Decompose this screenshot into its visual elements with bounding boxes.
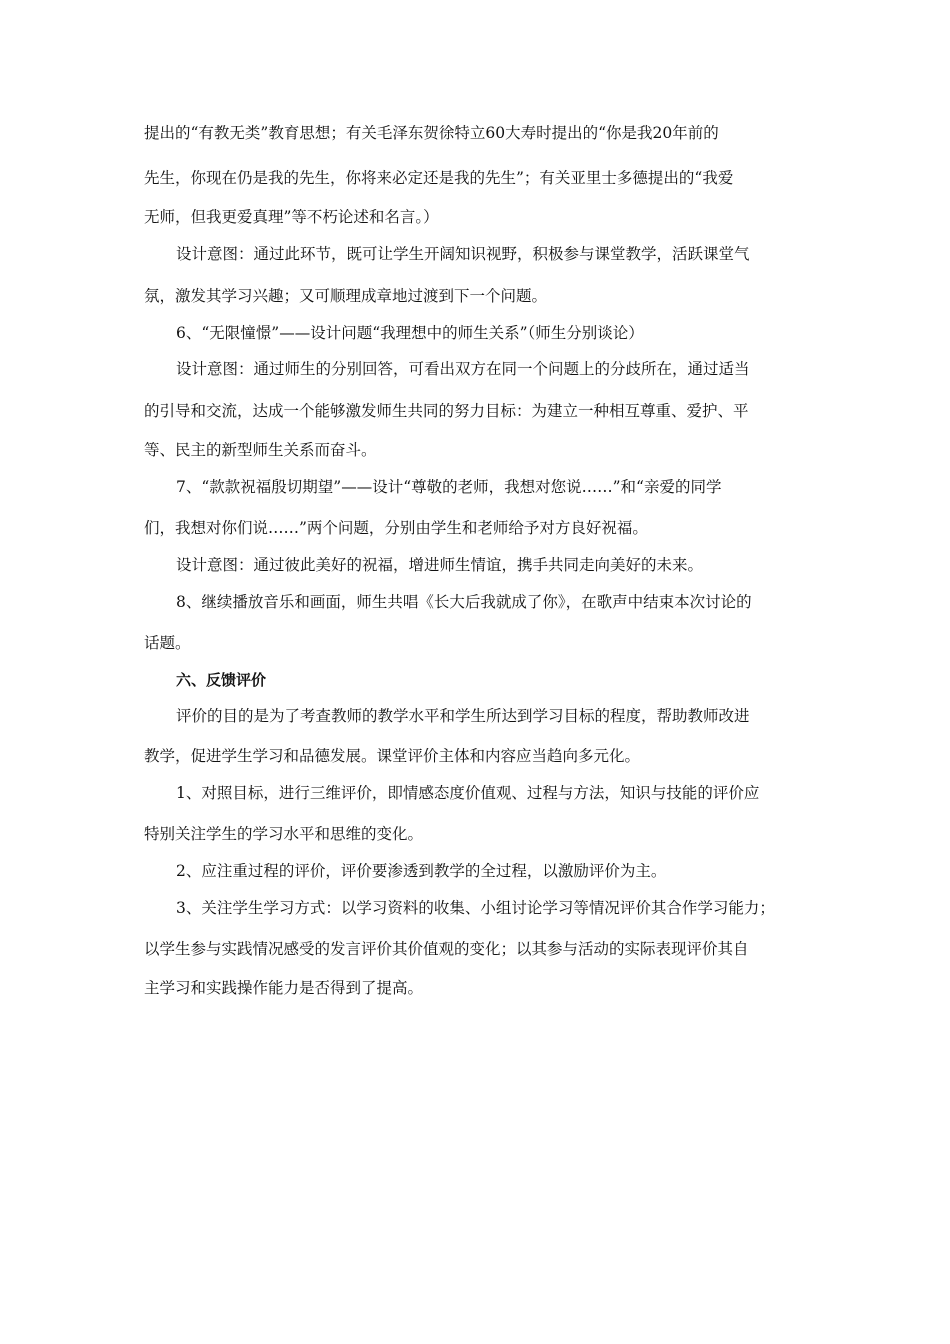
text-line: 提出的“有教无类”教育思想；有关毛泽东贺徐特立60大寿时提出的“你是我20年前的: [144, 124, 719, 142]
step-6-line: 6、“无限憧憬”——设计问题“我理想中的师生关系”（师生分别谈论）: [176, 324, 644, 342]
text-line: 特别关注学生的学习水平和思维的变化。: [144, 825, 424, 843]
step-8-line: 8、继续播放音乐和画面，师生共唱《长大后我就成了你》，在歌声中结束本次讨论的: [176, 593, 752, 611]
design-intent-line: 设计意图：通过此环节，既可让学生开阔知识视野，积极参与课堂教学，活跃课堂气: [176, 245, 750, 263]
text-line: 们，我想对你们说……”两个问题，分别由学生和老师给予对方良好祝福。: [144, 519, 648, 537]
text-line: 主学习和实践操作能力是否得到了提高。: [144, 979, 424, 997]
item-2-line: 2、应注重过程的评价，评价要渗透到教学的全过程，以激励评价为主。: [176, 862, 667, 880]
text-line: 无师，但我更爱真理”等不朽论述和名言。）: [144, 208, 439, 226]
item-3-line: 3、关注学生学习方式：以学习资料的收集、小组讨论学习等情况评价其合作学习能力；: [176, 899, 775, 917]
item-1-line: 1、对照目标，进行三维评价，即情感态度价值观、过程与方法，知识与技能的评价应: [176, 784, 760, 802]
step-7-line: 7、“款款祝福殷切期望”——设计“尊敬的老师，我想对您说……”和“亲爱的同学: [176, 478, 722, 496]
text-line: 的引导和交流，达成一个能够激发师生共同的努力目标：为建立一种相互尊重、爱护、平: [144, 402, 749, 420]
design-intent-line: 设计意图：通过彼此美好的祝福，增进师生情谊，携手共同走向美好的未来。: [176, 556, 704, 574]
paragraph-line: 评价的目的是为了考查教师的教学水平和学生所达到学习目标的程度，帮助教师改进: [176, 707, 750, 725]
text-line: 教学，促进学生学习和品德发展。课堂评价主体和内容应当趋向多元化。: [144, 747, 641, 765]
text-line: 等、民主的新型师生关系而奋斗。: [144, 441, 377, 459]
design-intent-line: 设计意图：通过师生的分别回答，可看出双方在同一个问题上的分歧所在，通过适当: [176, 360, 750, 378]
section-heading: 六、反馈评价: [176, 671, 267, 689]
text-line: 话题。: [144, 634, 191, 652]
text-line: 氛，激发其学习兴趣；又可顺理成章地过渡到下一个问题。: [144, 287, 548, 305]
text-line: 先生，你现在仍是我的先生，你将来必定还是我的先生”；有关亚里士多德提出的“我爱: [144, 169, 734, 187]
text-line: 以学生参与实践情况感受的发言评价其价值观的变化；以其参与活动的实际表现评价其自: [144, 940, 749, 958]
